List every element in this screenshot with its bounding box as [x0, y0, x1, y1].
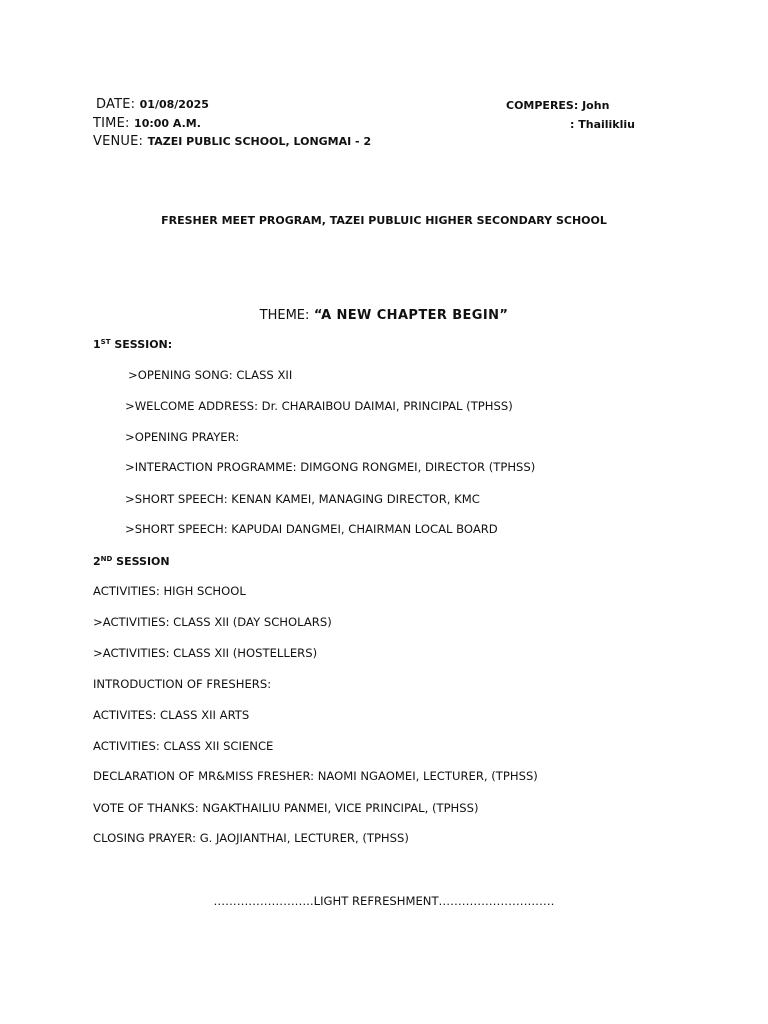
time-value: 10:00 A.M.: [134, 117, 201, 130]
comperes-label: COMPERES: John: [506, 99, 610, 112]
session-2-number: 2: [93, 555, 101, 568]
date-line: [96, 96, 209, 112]
time-label: TIME:: [93, 116, 130, 131]
venue-value: TAZEI PUBLIC SCHOOL, LONGMAI - 2: [147, 135, 372, 148]
session-1-number: 1: [93, 338, 101, 351]
theme-value: “A NEW CHAPTER BEGIN”: [313, 308, 509, 323]
venue-label: VENUE:: [93, 134, 144, 149]
session-2-item: ACTIVITES: CLASS XII ARTS: [93, 708, 250, 722]
session-2-item: CLOSING PRAYER: G. JAOJIANTHAI, LECTURER, (TPHSS): [93, 831, 409, 845]
session-2-label: SESSION: [116, 555, 170, 568]
session-1-superscript: ST: [100, 338, 111, 346]
session-1-item: >INTERACTION PROGRAMME: DIMGONG RONGMEI, DIRECTOR (TPHSS): [125, 460, 536, 474]
time-line: [93, 115, 201, 131]
session-1-item: >OPENING SONG: CLASS XII: [128, 368, 293, 382]
comperes-second: : Thailikliu: [570, 118, 635, 131]
session-1-item: >WELCOME ADDRESS: Dr. CHARAIBOU DAIMAI, PRINCIPAL (TPHSS): [125, 399, 513, 413]
session-2-superscript: ND: [100, 555, 113, 563]
session-1-item: >SHORT SPEECH: KAPUDAI DANGMEI, CHAIRMAN LOCAL BOARD: [125, 522, 498, 536]
session-2-item: >ACTIVITIES: CLASS XII (HOSTELLERS): [93, 646, 318, 660]
session-1-item: >OPENING PRAYER:: [125, 430, 240, 444]
theme-line: [0, 307, 768, 323]
session-2-item: ACTIVITIES: CLASS XII SCIENCE: [93, 739, 274, 753]
session-1-label: SESSION:: [114, 338, 173, 351]
comperes-second-line: [570, 116, 635, 132]
session-2-heading: [93, 556, 170, 567]
session-2-item: DECLARATION OF MR&MISS FRESHER: NAOMI NGAOMEI, LECTURER, (TPHSS): [93, 769, 538, 783]
document-title: FRESHER MEET PROGRAM, TAZEI PUBLUIC HIGHER SECONDARY SCHOOL: [161, 214, 607, 227]
session-2-item: ACTIVITIES: HIGH SCHOOL: [93, 584, 246, 598]
venue-line: [93, 133, 371, 149]
session-2-item: >ACTIVITIES: CLASS XII (DAY SCHOLARS): [93, 615, 332, 629]
theme-label: THEME:: [259, 308, 310, 323]
light-refreshment-note: ……………………..LIGHT REFRESHMENT…………………………: [213, 894, 555, 908]
date-value: 01/08/2025: [139, 98, 209, 111]
date-label: DATE:: [96, 97, 136, 112]
session-2-item: VOTE OF THANKS: NGAKTHAILIU PANMEI, VICE PRINCIPAL, (TPHSS): [93, 801, 479, 815]
session-1-heading: [93, 339, 172, 350]
session-2-item: INTRODUCTION OF FRESHERS:: [93, 677, 272, 691]
comperes-line: [506, 97, 609, 113]
session-1-item: >SHORT SPEECH: KENAN KAMEI, MANAGING DIRECTOR, KMC: [125, 492, 480, 506]
